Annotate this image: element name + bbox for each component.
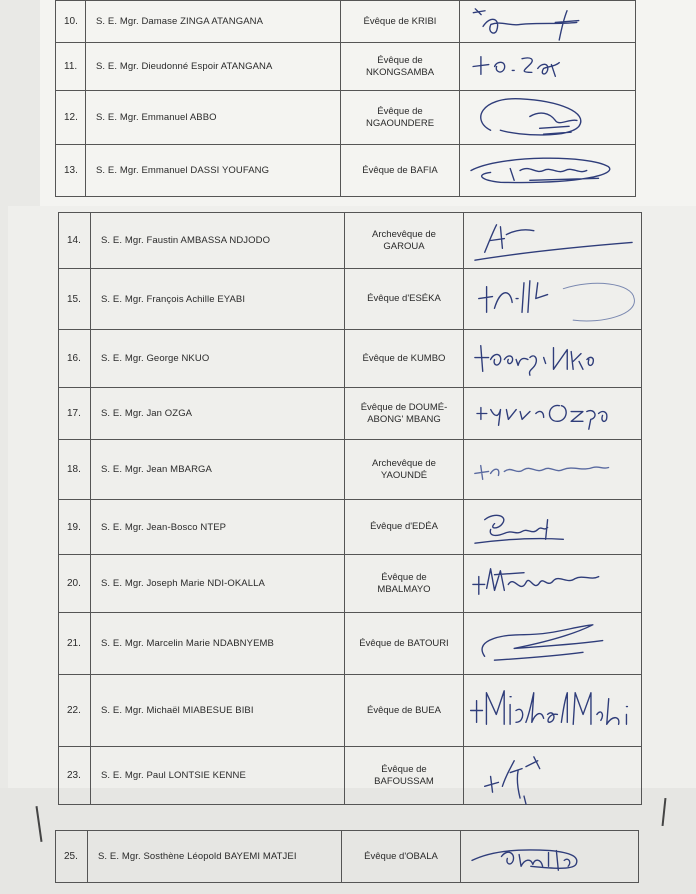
table-row xyxy=(59,500,642,555)
row-number: 13. xyxy=(56,145,86,197)
signature-cell xyxy=(464,440,642,500)
handwritten-signature xyxy=(464,388,641,439)
row-number: 21. xyxy=(59,613,91,675)
bishop-name: S. E. Mgr. Faustin AMBASSA NDJODO xyxy=(91,213,345,269)
diocese: Évêque de KUMBO xyxy=(345,330,464,388)
table-row xyxy=(59,213,642,269)
handwritten-signature xyxy=(460,43,635,90)
diocese: Évêque de BAFOUSSAM xyxy=(345,747,464,805)
row-number: 16. xyxy=(59,330,91,388)
row-number: 10. xyxy=(56,1,86,43)
signature-cell xyxy=(464,213,642,269)
diocese: Évêque de BAFIA xyxy=(341,145,460,197)
handwritten-signature xyxy=(460,91,635,144)
row-number: 15. xyxy=(59,269,91,330)
diocese: Évêque de BATOURI xyxy=(345,613,464,675)
signature-cell xyxy=(461,831,639,883)
diocese: Évêque d'EDÉA xyxy=(345,500,464,555)
table-row xyxy=(56,1,636,43)
table-row xyxy=(59,675,642,747)
bishop-name: S. E. Mgr. Joseph Marie NDI-OKALLA xyxy=(91,555,345,613)
signature-cell xyxy=(460,145,636,197)
table-row xyxy=(56,145,636,197)
table-row xyxy=(59,440,642,500)
table-row xyxy=(59,747,642,805)
diocese: Évêque de NGAOUNDERE xyxy=(341,91,460,145)
diocese: Évêque de DOUMÉ- ABONG' MBANG xyxy=(345,388,464,440)
row-number: 20. xyxy=(59,555,91,613)
handwritten-signature xyxy=(464,500,641,554)
handwritten-signature xyxy=(464,613,641,674)
signature-cell xyxy=(464,388,642,440)
handwritten-signature xyxy=(464,330,641,387)
signature-cell xyxy=(464,747,642,805)
row-number: 14. xyxy=(59,213,91,269)
bishop-name: S. E. Mgr. Sosthène Léopold BAYEMI MATJEI xyxy=(88,831,342,883)
row-number: 23. xyxy=(59,747,91,805)
row-number: 12. xyxy=(56,91,86,145)
bishop-name: S. E. Mgr. Marcelin Marie NDABNYEMB xyxy=(91,613,345,675)
diocese: Évêque de KRIBI xyxy=(341,1,460,43)
table-row xyxy=(59,330,642,388)
signature-cell xyxy=(460,1,636,43)
bishop-name: S. E. Mgr. Dieudonné Espoir ATANGANA xyxy=(86,43,341,91)
signature-cell xyxy=(464,613,642,675)
bishop-name: S. E. Mgr. Jean MBARGA xyxy=(91,440,345,500)
row-number: 17. xyxy=(59,388,91,440)
diocese: Évêque d'ESÉKA xyxy=(345,269,464,330)
table-row xyxy=(56,91,636,145)
diocese: Évêque de MBALMAYO xyxy=(345,555,464,613)
row-number: 25. xyxy=(56,831,88,883)
signature-table-part-3 xyxy=(55,830,639,883)
bishop-name: S. E. Mgr. Damase ZINGA ATANGANA xyxy=(86,1,341,43)
row-number: 22. xyxy=(59,675,91,747)
table-row xyxy=(56,831,639,883)
bishop-name: S. E. Mgr. Michaël MIABESUE BIBI xyxy=(91,675,345,747)
handwritten-signature xyxy=(460,145,635,196)
handwritten-signature xyxy=(464,213,641,268)
row-number: 11. xyxy=(56,43,86,91)
handwritten-signature xyxy=(464,555,641,612)
signature-table-part-2 xyxy=(58,212,642,805)
table-row xyxy=(59,555,642,613)
signature-cell xyxy=(464,330,642,388)
bishop-name: S. E. Mgr. François Achille EYABI xyxy=(91,269,345,330)
bishop-name: S. E. Mgr. Paul LONTSIE KENNE xyxy=(91,747,345,805)
diocese: Archevêque de YAOUNDÉ xyxy=(345,440,464,500)
handwritten-signature xyxy=(464,440,641,499)
handwritten-signature xyxy=(464,269,641,329)
bishop-name: S. E. Mgr. Jean-Bosco NTEP xyxy=(91,500,345,555)
diocese: Évêque de BUEA xyxy=(345,675,464,747)
table-row xyxy=(59,269,642,330)
table-row xyxy=(59,388,642,440)
diocese: Évêque d'OBALA xyxy=(342,831,461,883)
bishop-name: S. E. Mgr. George NKUO xyxy=(91,330,345,388)
row-number: 19. xyxy=(59,500,91,555)
handwritten-signature xyxy=(461,831,638,882)
signature-table-part-1 xyxy=(55,0,636,197)
row-number: 18. xyxy=(59,440,91,500)
table-row xyxy=(56,43,636,91)
signature-cell xyxy=(464,269,642,330)
bishop-name: S. E. Mgr. Jan OZGA xyxy=(91,388,345,440)
diocese: Évêque de NKONGSAMBA xyxy=(341,43,460,91)
handwritten-signature xyxy=(464,675,641,746)
handwritten-signature xyxy=(464,747,641,804)
bishop-name: S. E. Mgr. Emmanuel ABBO xyxy=(86,91,341,145)
bishop-name: S. E. Mgr. Emmanuel DASSI YOUFANG xyxy=(86,145,341,197)
signature-cell xyxy=(460,43,636,91)
signature-cell xyxy=(464,675,642,747)
signature-cell xyxy=(464,500,642,555)
table-row xyxy=(59,613,642,675)
signature-cell xyxy=(464,555,642,613)
diocese: Archevêque de GAROUA xyxy=(345,213,464,269)
signature-cell xyxy=(460,91,636,145)
handwritten-signature xyxy=(460,1,635,42)
